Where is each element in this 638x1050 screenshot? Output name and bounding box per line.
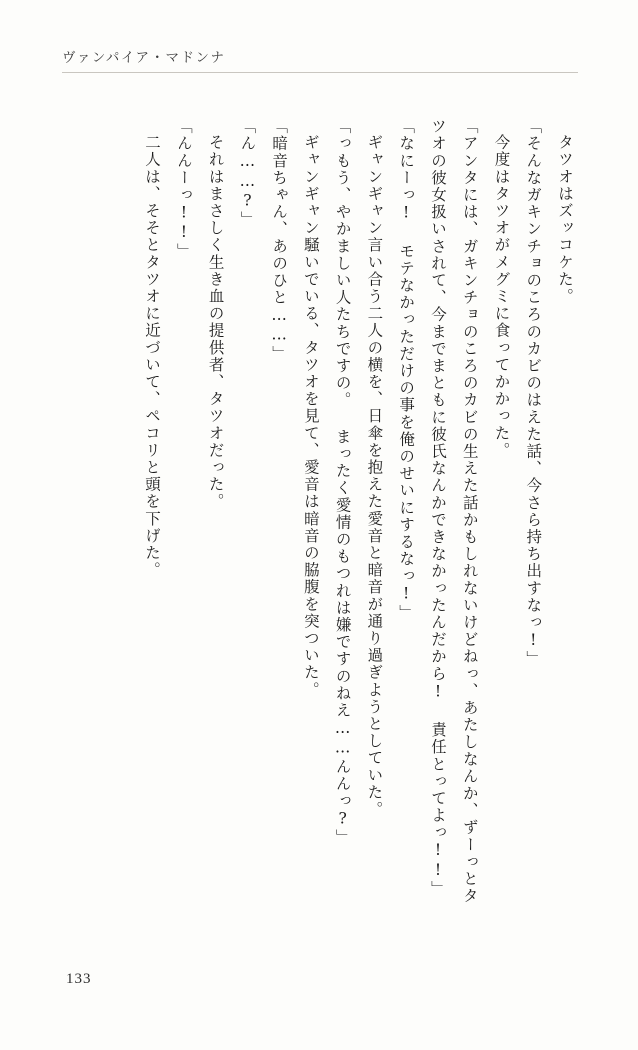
running-head-title: ヴァンパイア・マドンナ [62,50,226,66]
paragraph: 「ん……?」 [238,118,257,229]
paragraph: ギャンギャン騒いでいる、タツオを見て、愛音は暗音の脇腹を突ついた。 [301,133,320,698]
paragraph: 「んんーっ!!」 [174,118,193,260]
paragraph: 「っもう、やかましい人たちですの。 まったく愛情のもつれは嫌ですのねえ……んんっ?」 [333,118,352,847]
paragraph: 「なにーっ! モテなかっただけの事を俺のせいにするなっ!」 [397,118,416,622]
paragraph: 「そんなガキンチョのころのカビのはえた話、今さら持ち出すなっ!」 [524,118,543,668]
paragraph: ギャンギャン言い合う二人の横を、日傘を抱えた愛音と暗音が通り過ぎようとしていた。 [365,133,384,818]
paragraph: タツオはズッコケた。 [556,133,574,305]
paragraph: 二人は、そそとタツオに近づいて、ペコリと頭を下げた。 [143,133,162,579]
paragraph: 今度はタツオがメグミに食ってかかった。 [492,133,511,459]
body-text-block [70,118,580,918]
paragraph: 「暗音ちゃん、あのひと……」 [270,118,289,363]
paragraph: それはまさしく生き血の提供者、タツオだった。 [206,133,225,510]
paragraph: 「アンタには、ガキンチョのころのカビの生えた話かもしれないけどねっ、あたしなんか、ずーっとタツオの彼女扱いされて、今までまともに彼氏なんかできなかったんだから! 責任とってよっ!!」 [428,118,479,905]
header-divider [62,72,578,73]
page-number: 133 [66,971,92,987]
